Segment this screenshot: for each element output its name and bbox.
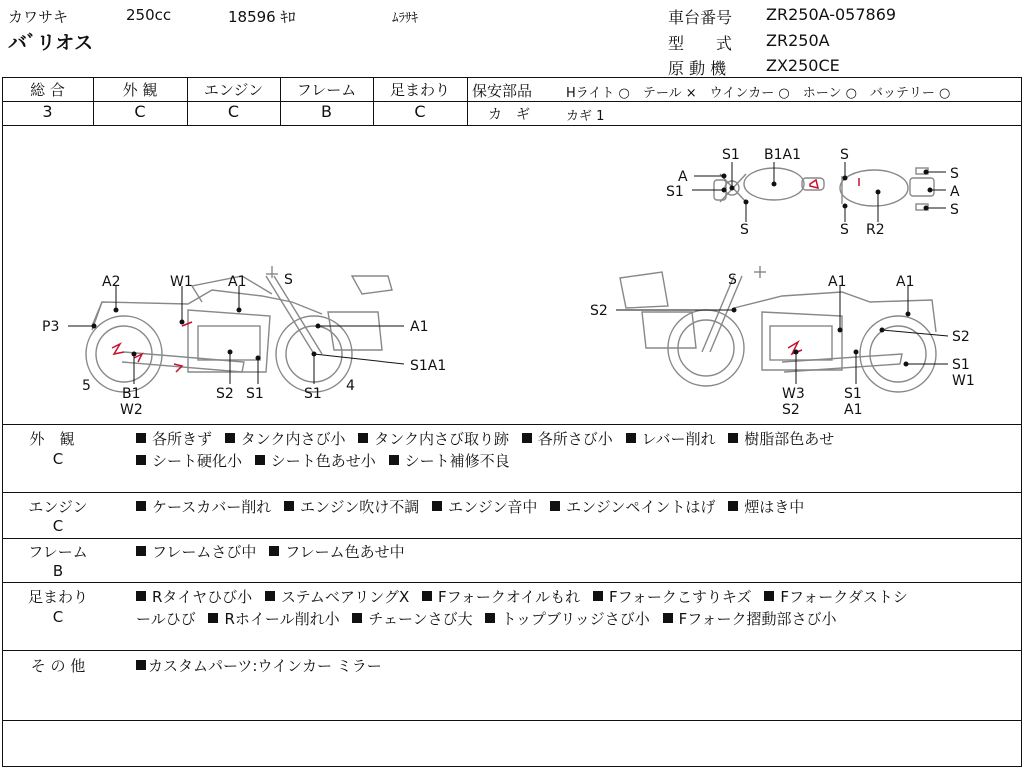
section-engine-grade: C [52, 517, 64, 535]
frame-no: ZR250A-057869 [766, 5, 897, 24]
grade-frame-label: フレーム [296, 81, 357, 99]
condition-item: タンク内さび取り跡 [374, 430, 509, 448]
suspension-line-2 [136, 608, 844, 629]
condition-item: Fフォークオイルもれ [438, 588, 581, 606]
model-name: バﾞリオス [8, 32, 94, 54]
displacement: 250cc [126, 6, 172, 24]
diagram-label: A [678, 169, 688, 185]
diagram-label: S [950, 202, 959, 218]
section-frame-grade: B [52, 562, 64, 580]
safety-items: Hライト ○ テール × ウインカー ○ ホーン ○ バッテリー ○ [566, 86, 951, 101]
condition-item: フレーム色あせ中 [285, 543, 405, 561]
grade-engine-label: エンジン [203, 81, 264, 99]
condition-item: Fフォークダストシ [780, 588, 908, 606]
frame-no-label: 車台番号 [668, 8, 733, 27]
diagram-label: W1 [952, 373, 975, 389]
diagram-label: S1 [666, 184, 684, 200]
condition-item: フレームさび中 [152, 543, 257, 561]
diagram-label: S1 [952, 357, 970, 373]
diagram-label: R2 [866, 222, 885, 238]
grade-frame-value: B [321, 102, 332, 121]
condition-item: Rタイヤひび小 [152, 588, 253, 606]
diagram-label: S2 [590, 303, 608, 319]
key-label: カ ギ [488, 107, 530, 123]
condition-item: カスタムパーツ:ウインカー ミラー [148, 657, 382, 675]
condition-item: エンジンペイントはげ [566, 498, 716, 516]
diagram-label: S [950, 166, 959, 182]
engine-label: 原 動 機 [668, 59, 727, 78]
diagram-label: S [840, 222, 849, 238]
section-suspension-grade: C [52, 608, 64, 626]
condition-item: レバー削れ [641, 430, 716, 448]
condition-item: チェーンさび大 [368, 610, 473, 628]
section-frame-label: フレーム [28, 543, 88, 561]
diagram-label: A2 [102, 274, 121, 290]
condition-item: Fフォークこすりキズ [608, 588, 752, 606]
grade-exterior-value: C [134, 102, 146, 121]
type-label: 型 式 [668, 34, 733, 53]
grade-suspension-label: 足まわり [389, 81, 450, 99]
condition-item: 煙はき中 [744, 498, 805, 516]
diagram-label: W1 [170, 274, 193, 290]
diagram-label: S2 [952, 329, 970, 345]
mileage: 18596 ｷﾛ [228, 8, 296, 26]
diagram-label: 4 [346, 378, 355, 394]
damage-diagram [2, 126, 1022, 424]
diagram-label: A [950, 184, 960, 200]
condition-item: エンジン吹け不調 [300, 498, 420, 516]
other-line-1 [136, 655, 390, 676]
section-other-label: そ の 他 [30, 657, 86, 675]
section-exterior-label: 外 観 [29, 430, 75, 448]
diagram-label: A1 [896, 274, 915, 290]
diagram-label: S1 [722, 147, 740, 163]
condition-item: タンク内さび小 [240, 430, 346, 448]
condition-item: シート補修不良 [404, 452, 510, 470]
diagram-label: S1 [844, 386, 862, 402]
condition-item: 各所さび小 [537, 430, 613, 448]
condition-item: ールひび [136, 610, 196, 628]
grade-total-label: 総 合 [30, 81, 65, 99]
engine-line-1 [136, 496, 812, 517]
section-suspension-label: 足まわり [27, 588, 88, 606]
grade-total-value: 3 [42, 102, 53, 121]
section-engine-label: エンジン [28, 498, 88, 516]
diagram-label: B1A1 [764, 147, 801, 163]
condition-item: シート硬化小 [152, 452, 243, 470]
diagram-label: P3 [42, 319, 60, 335]
suspension-line-1 [136, 586, 916, 607]
diagram-label: A1 [828, 274, 847, 290]
diagram-label: S1A1 [410, 358, 447, 374]
condition-item: 樹脂部色あせ [744, 430, 835, 448]
type-value: ZR250A [766, 31, 830, 50]
frame-line-1 [136, 541, 413, 562]
diagram-label: S2 [782, 402, 800, 418]
grade-exterior-label: 外 観 [122, 81, 158, 99]
condition-item: Fフォーク摺動部さび小 [678, 610, 837, 628]
safety-divider [467, 101, 1022, 102]
key-value: カギ 1 [566, 109, 605, 124]
diagram-label: B1 [122, 386, 141, 402]
diagram-label: S1 [304, 386, 322, 402]
diagram-label: W2 [120, 402, 143, 418]
condition-item: トップブリッジさび小 [501, 610, 650, 628]
grade-engine-value: C [227, 102, 240, 121]
condition-item: ケースカバー削れ [152, 498, 272, 516]
condition-item: シート色あせ小 [270, 452, 376, 470]
color: ﾑﾗｻｷ [392, 11, 418, 26]
diagram-label: S [728, 272, 737, 288]
diagram-label: S [840, 147, 849, 163]
safety-label: 保安部品 [472, 82, 533, 100]
condition-item: ステムベアリングX [280, 588, 410, 606]
condition-item: Rホイール削れ小 [224, 610, 340, 628]
condition-item: エンジン音中 [448, 498, 538, 516]
grade-suspension-value: C [414, 102, 426, 121]
condition-item: 各所きず [152, 430, 213, 448]
diagram-label: A1 [844, 402, 863, 418]
diagram-label: 5 [82, 378, 91, 394]
exterior-line-1 [136, 428, 842, 449]
diagram-label: S [740, 222, 749, 238]
exterior-line-2 [136, 450, 518, 471]
engine-value: ZX250CE [766, 56, 840, 75]
diagram-label: S2 [216, 386, 234, 402]
diagram-label: W3 [782, 386, 805, 402]
maker: カワサキ [8, 8, 69, 26]
diagram-label: A1 [410, 319, 429, 335]
diagram-label: A1 [228, 274, 247, 290]
right-side-bike [620, 266, 936, 392]
diagram-label: S1 [246, 386, 264, 402]
section-exterior-grade: C [52, 450, 64, 468]
diagram-label: S [284, 272, 293, 288]
